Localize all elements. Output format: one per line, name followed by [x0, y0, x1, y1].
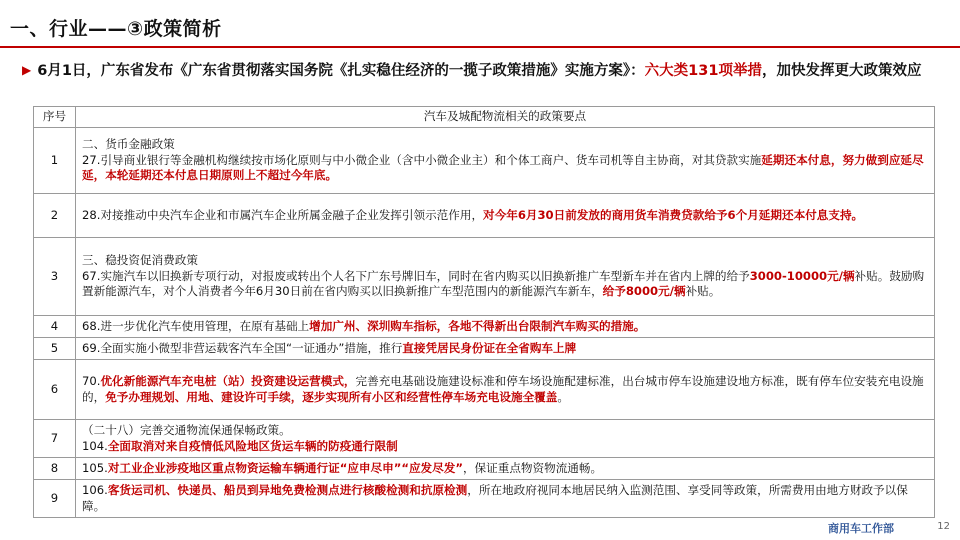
- row-highlight: 优化新能源汽车充电桩（站）投资建设运营模式，: [100, 373, 356, 388]
- row-highlight: 对今年6月30日前发放的商用货车消费贷款给予6个月延期还本付息支持。: [483, 207, 864, 222]
- row-highlight: 直接凭居民身份证在全省购车上牌: [402, 340, 577, 355]
- header-policy: 汽车及城配物流相关的政策要点: [76, 107, 935, 128]
- row-number: 5: [34, 338, 76, 360]
- table-row: [34, 316, 935, 338]
- row-highlight: 客货运司机、快递员、船员到异地免费检测点进行核酸检测和抗原检测: [107, 482, 468, 497]
- row-content: [76, 194, 935, 238]
- row-content: [76, 128, 935, 194]
- row-text: 70.: [82, 373, 101, 388]
- row-text: 67.实施汽车以旧换新专项行动，对报废或转出个人名下广东号牌旧车，同时在省内购买以旧换新推广车型新车并在省内上牌的给予: [82, 268, 750, 283]
- row-tail: ，保证重点物资物流通畅。: [462, 460, 603, 475]
- row-number: 1: [34, 128, 76, 194]
- headline-tail: ，加快发挥更大政策效应: [761, 63, 922, 79]
- row-category: 二、货币金融政策: [82, 137, 175, 152]
- row-content: [76, 316, 935, 338]
- row-category: 三、稳投资促消费政策: [82, 253, 198, 268]
- row-number: 4: [34, 316, 76, 338]
- row-number: 7: [34, 420, 76, 458]
- arrow-bullet-icon: ▶: [22, 63, 32, 77]
- row-number: 9: [34, 480, 76, 518]
- table-row: [34, 238, 935, 316]
- footer-brand: 商用车工作部: [828, 522, 894, 535]
- row-content: [76, 480, 935, 518]
- row-text: 68.进一步优化汽车使用管理，在原有基础上: [82, 318, 310, 333]
- row-highlight: 增加广州、深圳购车指标，各地不得新出台限制汽车购买的措施。: [309, 318, 646, 333]
- row-number: 8: [34, 458, 76, 480]
- row-content: [76, 360, 935, 420]
- row-tail: 完善充电基础设施建设标准和停车场设施配建标准，出台城市停车设施建设地方标准，既有停车位安装充电设施的，: [82, 373, 924, 404]
- row-highlight: 延期还本付息，努力做到应延尽延，本轮延期还本付息日期原则上不超过今年底。: [82, 152, 924, 183]
- table-row: [34, 360, 935, 420]
- row-text: 28.对接推动中央汽车企业和市属汽车企业所属金融子企业发挥引领示范作用，: [82, 207, 484, 222]
- table-row: [34, 194, 935, 238]
- row-content: [76, 238, 935, 316]
- title-divider: [0, 46, 960, 48]
- row-category: （二十八）完善交通物流保通保畅政策。: [82, 422, 291, 437]
- row-number: 2: [34, 194, 76, 238]
- row-highlight-2: 给予8000元/辆: [602, 284, 686, 299]
- row-content: [76, 338, 935, 360]
- row-content: [76, 458, 935, 480]
- table-row: [34, 480, 935, 518]
- row-text: 105.: [82, 460, 108, 475]
- row-highlight-2: 免予办理规划、用地、建设许可手续，逐步实现所有小区和经营性停车场充电设施全覆盖: [105, 389, 558, 404]
- row-number: 3: [34, 238, 76, 316]
- header-seq: 序号: [34, 107, 76, 128]
- row-text: 27.引导商业银行等金融机构继续按市场化原则与中小微企业（含中小微企业主）和个体工商户、货车司机等自主协商，对其贷款实施: [82, 152, 762, 167]
- table-row: [34, 420, 935, 458]
- row-number: 6: [34, 360, 76, 420]
- row-text: 106.: [82, 482, 108, 497]
- table-row: [34, 338, 935, 360]
- row-tail: 补贴。鼓励购置新能源汽车，对个人消费者今年6月30日前在省内购买以旧换新推广车型范围内的新能源汽车新车，: [82, 268, 925, 299]
- row-tail-2: 补贴。: [685, 284, 721, 299]
- table-row: [34, 458, 935, 480]
- row-highlight: 对工业企业涉疫地区重点物资运输车辆通行证“应申尽申”“应发尽发”: [107, 460, 463, 475]
- table-header-row: [34, 107, 935, 128]
- table-row: [34, 128, 935, 194]
- row-tail-2: 。: [557, 389, 569, 404]
- slide-title: 一、行业——③政策简析: [10, 18, 222, 40]
- headline: [22, 60, 942, 82]
- row-highlight: 3000-10000元/辆: [749, 268, 855, 283]
- row-highlight: 全面取消对来自疫情低风险地区货运车辆的防疫通行限制: [107, 438, 398, 453]
- headline-text: 6月1日，广东省发布《广东省贯彻落实国务院《扎实稳住经济的一揽子政策措施》实施方案》：: [37, 63, 645, 79]
- row-text: 104.: [82, 438, 108, 453]
- row-content: [76, 420, 935, 458]
- row-text: 69.全面实施小微型非营运载客汽车全国“一证通办”措施，推行: [82, 340, 403, 355]
- headline-highlight: 六大类131项举措: [644, 63, 762, 79]
- row-tail: ，所在地政府视同本地居民纳入监测范围、享受同等政策，所需费用由地方财政予以保障。: [82, 482, 908, 513]
- page-number: 12: [937, 521, 950, 532]
- policy-table: [33, 106, 935, 518]
